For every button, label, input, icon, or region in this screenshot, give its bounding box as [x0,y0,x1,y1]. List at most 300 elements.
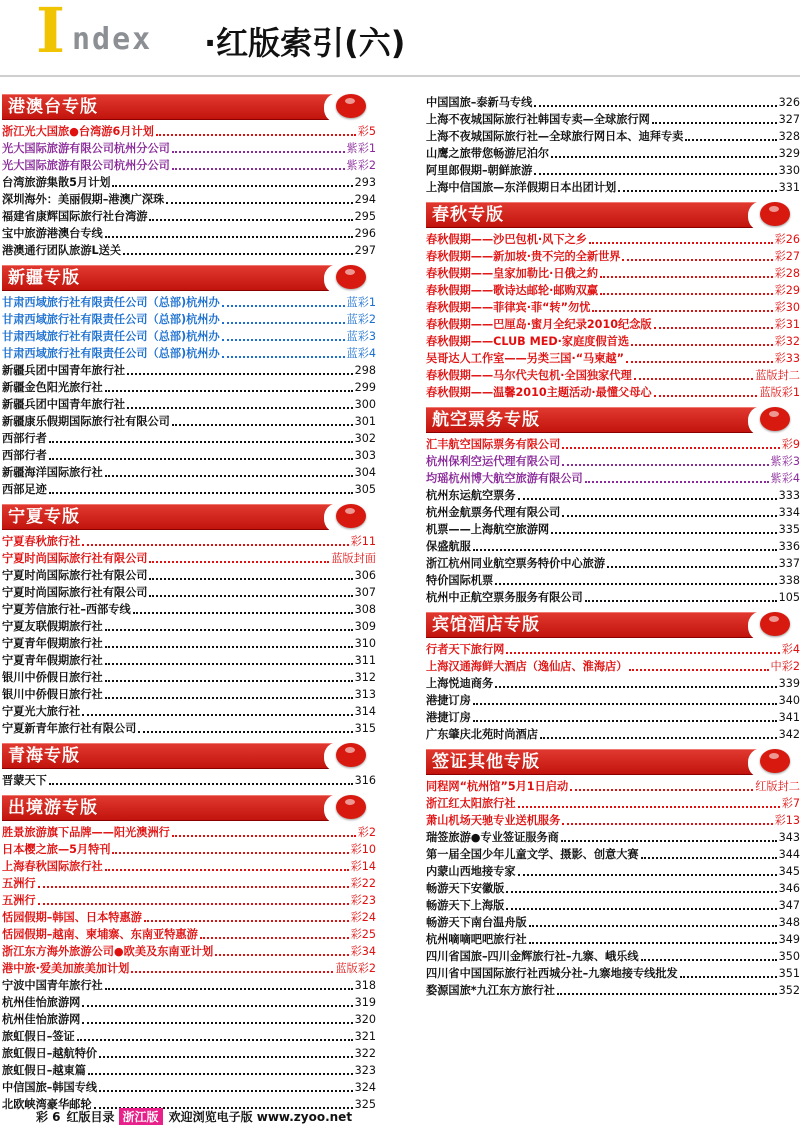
index-entry[interactable] [2,994,376,1011]
entry-title: 恬园假期–越南、柬埔寨、东南亚特惠游 [2,928,198,941]
entry-page: 彩22 [350,877,376,890]
section-tab [748,611,800,641]
index-entry[interactable] [426,538,800,555]
index-entry[interactable] [426,162,800,179]
index-entry[interactable] [426,248,800,265]
dot-leader [473,549,777,551]
index-entry[interactable] [2,481,376,498]
entry-title: 阿里郎假期–朝鲜旅游 [426,164,533,177]
index-entry[interactable] [426,504,800,521]
index-entry[interactable] [2,1062,376,1079]
index-entry[interactable] [426,282,800,299]
dot-leader [82,1005,352,1007]
entry-title: 宁夏青年假期旅行社 [2,637,103,650]
index-entry[interactable] [426,265,800,282]
index-entry[interactable] [426,726,800,743]
entry-page: 蓝版彩2 [335,962,376,975]
dot-leader [123,253,353,255]
index-entry[interactable] [426,846,800,863]
entry-page: 352 [778,984,800,997]
entry-page: 319 [354,996,376,1009]
index-entry[interactable] [426,948,800,965]
index-entry[interactable] [2,225,376,242]
index-entry[interactable] [2,123,376,140]
entry-title: 光大国际旅游有限公司杭州分公司 [2,142,170,155]
index-entry[interactable] [2,909,376,926]
index-entry[interactable] [426,709,800,726]
dot-leader [88,1073,353,1075]
entry-title: 甘肃西域旅行社有限责任公司（总部)杭州办 [2,313,220,326]
index-entry[interactable] [426,333,800,350]
entry-page: 342 [778,728,800,741]
index-entry[interactable] [426,299,800,316]
index-entry[interactable] [2,960,376,977]
entry-title: 杭州嘀嘀吧吧旅行社 [426,933,527,946]
section-header [2,795,376,821]
index-entry[interactable] [2,362,376,379]
dot-leader [631,344,773,346]
section-title: 航空票务专版 [432,410,540,430]
entry-page: 彩33 [774,352,800,365]
entry-page: 344 [778,848,800,861]
entry-title: 新疆兵团中国青年旅行社 [2,364,126,377]
dot-leader [105,236,353,238]
entry-title: 上海汉通海鲜大酒店（逸仙店、淮海店） [426,660,628,673]
dot-leader [138,731,352,733]
dot-leader [105,390,353,392]
entry-page: 313 [354,688,376,701]
right-column [426,94,800,1005]
index-entry[interactable] [426,880,800,897]
dot-leader [600,276,772,278]
dot-leader [156,134,356,136]
entry-page: 295 [354,210,376,223]
entry-title: 甘肃西域旅行社有限责任公司（总部)杭州办 [2,296,220,309]
dot-leader [127,407,353,409]
dot-leader [49,458,353,460]
index-entry[interactable] [2,345,376,362]
entry-page: 蓝版封面 [331,552,376,565]
index-section [2,94,376,259]
entry-title: 机票——上海航空旅游网 [426,523,550,536]
section-tab [748,201,800,231]
index-entry[interactable] [426,812,800,829]
section-title: 宁夏专版 [8,507,80,527]
entry-page: 316 [354,774,376,787]
index-entry[interactable] [2,174,376,191]
entry-title: 吴哥达人工作室——另类三国·“马柬越” [426,352,624,365]
index-entry[interactable] [2,584,376,601]
index-entry[interactable] [2,875,376,892]
entry-title: 内蒙山西地接专家 [426,865,516,878]
index-entry[interactable] [2,669,376,686]
index-entry[interactable] [426,641,800,658]
red-dot-icon [336,504,366,528]
entry-title: 旅虹假日–越航特价 [2,1047,98,1060]
dot-leader [99,1056,353,1058]
index-entry[interactable] [426,982,800,999]
dot-leader [112,185,352,187]
index-entry[interactable] [426,931,800,948]
dot-leader [38,886,349,888]
dot-leader [506,652,779,654]
index-entry[interactable] [426,589,800,606]
entry-title: 春秋假期——温馨2010主题活动·最懂父母心 [426,386,652,399]
index-entry[interactable] [2,686,376,703]
entry-title: 中国国旅–泰新马专线 [426,96,533,109]
entry-title: 杭州保利空运代理有限公司 [426,455,561,468]
index-entry[interactable] [426,521,800,538]
dot-leader [529,942,777,944]
index-entry[interactable] [426,111,800,128]
dot-leader [495,686,777,688]
entry-title: 西部行者 [2,432,47,445]
entry-page: 中彩2 [770,660,800,673]
dot-leader [654,327,773,329]
section-header [2,265,376,291]
index-entry[interactable] [426,128,800,145]
entry-title: 春秋假期——巴厘岛·蜜月全纪录2010纪念版 [426,318,652,331]
section-header [426,749,800,775]
section-tab [324,794,376,824]
index-entry[interactable] [2,1079,376,1096]
entry-page: 337 [778,557,800,570]
dot-leader [562,515,776,517]
entry-page: 彩10 [350,843,376,856]
dot-leader [654,395,758,397]
index-entry[interactable] [426,572,800,589]
dot-leader [105,697,353,699]
index-entry[interactable] [2,379,376,396]
dot-leader [105,663,353,665]
dot-leader [600,293,772,295]
entry-title: 同程网“杭州馆”5月1日启动 [426,780,569,793]
red-dot-icon [760,612,790,636]
index-entry[interactable] [426,914,800,931]
entry-page: 彩31 [774,318,800,331]
red-dot-icon [760,749,790,773]
entry-page: 蓝彩4 [346,347,376,360]
entry-page: 彩14 [350,860,376,873]
dot-leader [215,954,348,956]
entry-page: 紫彩2 [346,159,376,172]
index-entry[interactable] [2,858,376,875]
index-entry[interactable] [426,555,800,572]
page-header [0,0,800,72]
entry-title: 胜景旅游旗下品牌——阳光澳洲行 [2,826,170,839]
index-entry[interactable] [2,977,376,994]
index-entry[interactable] [2,242,376,259]
dot-leader [592,310,772,312]
entry-page: 341 [778,711,800,724]
entry-page: 彩7 [781,797,800,810]
entry-page: 329 [778,147,800,160]
red-dot-icon [336,743,366,767]
index-entry[interactable] [2,720,376,737]
index-word: ndex [72,22,153,57]
entry-page: 351 [778,967,800,980]
entry-title: 西部足迹 [2,483,47,496]
entry-title: 第一届全国少年儿童文学、摄影、创意大赛 [426,848,639,861]
dot-leader [641,857,777,859]
red-dot-icon [336,265,366,289]
index-entry[interactable] [426,897,800,914]
entry-page: 296 [354,227,376,240]
dot-leader [518,874,777,876]
index-entry[interactable] [2,140,376,157]
entry-page: 298 [354,364,376,377]
section-header [426,407,800,433]
entry-title: 畅游天下安徽版 [426,882,505,895]
entry-title: 上海春秋国际旅行社 [2,860,103,873]
section-title: 签证其他专版 [432,752,540,772]
dot-leader [99,1090,353,1092]
index-entry[interactable] [2,311,376,328]
entry-title: 新疆康乐假期国际旅行社有限公司 [2,415,170,428]
index-entry[interactable] [426,231,800,248]
entry-title: 上海不夜城国际旅行社—全球旅行网日本、迪拜专卖 [426,130,684,143]
dot-leader [618,190,776,192]
index-entry[interactable] [426,470,800,487]
index-entry[interactable] [426,179,800,196]
index-entry[interactable] [2,635,376,652]
outbound-continued-list [426,94,800,196]
entry-title: 春秋假期——马尔代夫包机·全国独家代理 [426,369,632,382]
index-entry[interactable] [2,430,376,447]
entry-page: 303 [354,449,376,462]
entry-title: 新疆海洋国际旅行社 [2,466,103,479]
section-header [426,202,800,228]
index-entry[interactable] [2,618,376,635]
index-entry[interactable] [426,658,800,675]
index-section [426,612,800,743]
entry-title: 港澳通行团队旅游L送关 [2,244,122,257]
dot-leader [495,583,777,585]
footer-brand-badge: 浙江版 [119,1108,163,1125]
dot-leader [144,920,349,922]
dot-leader [222,322,345,324]
entry-page: 310 [354,637,376,650]
index-entry[interactable] [2,772,376,789]
entry-title: 五洲行 [2,894,36,907]
dot-leader [473,703,777,705]
dot-leader [166,202,352,204]
entry-title: 特价国际机票 [426,574,494,587]
entry-title: 春秋假期——皇家加勒比·日俄之約 [426,267,599,280]
entry-title: 浙江光大国旅●台湾游6月计划 [2,125,154,138]
index-entry[interactable] [2,943,376,960]
index-section [426,202,800,401]
dot-leader [38,903,349,905]
index-entry[interactable] [426,795,800,812]
dot-leader [49,492,353,494]
index-entry[interactable] [2,567,376,584]
entry-page: 350 [778,950,800,963]
entry-page: 314 [354,705,376,718]
dot-leader [133,612,353,614]
index-entry[interactable] [2,926,376,943]
entry-title: 婺源国旅*九江东方旅行社 [426,984,555,997]
dot-leader [172,151,345,153]
entry-page: 334 [778,506,800,519]
index-entry[interactable] [2,601,376,618]
entry-page: 彩24 [350,911,376,924]
index-entry[interactable] [426,384,800,401]
index-entry[interactable] [426,453,800,470]
index-entry[interactable] [426,863,800,880]
index-entry[interactable] [2,533,376,550]
entry-page: 105 [778,591,800,604]
index-entry[interactable] [2,413,376,430]
index-entry[interactable] [426,675,800,692]
red-dot-icon [760,407,790,431]
entry-page: 324 [354,1081,376,1094]
index-entry[interactable] [426,94,800,111]
entry-title: 宁夏时尚国际旅行社有限公司 [2,569,148,582]
dot-leader [149,219,352,221]
index-entry[interactable] [2,550,376,567]
dot-leader [685,139,776,141]
index-entry[interactable] [426,692,800,709]
entry-page: 彩2 [357,826,376,839]
header-divider [0,75,800,77]
dot-leader [200,937,349,939]
index-entry[interactable] [426,778,800,795]
entry-page: 彩30 [774,301,800,314]
section-tab [748,406,800,436]
entry-title: 杭州中正航空票务服务有限公司 [426,591,583,604]
index-entry[interactable] [2,1045,376,1062]
index-entry[interactable] [426,487,800,504]
index-entry[interactable] [2,464,376,481]
dot-leader [551,532,777,534]
index-entry[interactable] [2,447,376,464]
entry-page: 紫彩1 [346,142,376,155]
dot-leader [534,105,776,107]
index-entry[interactable] [426,367,800,384]
entry-page: 308 [354,603,376,616]
index-entry[interactable] [426,436,800,453]
entry-page: 304 [354,466,376,479]
dot-leader [518,806,780,808]
index-entry[interactable] [2,294,376,311]
index-entry[interactable] [2,191,376,208]
index-entry[interactable] [2,1028,376,1045]
entry-title: 甘肃西域旅行社有限责任公司（总部)杭州办 [2,347,220,360]
dot-leader [570,789,753,791]
entry-title: 宁夏时尚国际旅行社有限公司 [2,586,148,599]
entry-title: 均瑶杭州博大航空旅游有限公司 [426,472,583,485]
entry-page: 蓝彩1 [346,296,376,309]
index-entry[interactable] [426,350,800,367]
index-entry[interactable] [2,396,376,413]
index-entry[interactable] [2,652,376,669]
entry-title: 银川中侨假日旅行社 [2,688,103,701]
dot-leader [149,578,352,580]
entry-page: 彩32 [774,335,800,348]
entry-title: 春秋假期——CLUB MED·家庭度假首选 [426,335,630,348]
index-entry[interactable] [2,824,376,841]
dot-leader [105,869,349,871]
index-entry[interactable] [2,208,376,225]
entry-page: 彩4 [781,643,800,656]
entry-page: 320 [354,1013,376,1026]
index-entry[interactable] [2,703,376,720]
entry-page: 331 [778,181,800,194]
entry-title: 宁夏青年假期旅行社 [2,654,103,667]
entry-page: 蓝彩2 [346,313,376,326]
entry-title: 春秋假期——歌诗达邮轮·邮购双赢 [426,284,599,297]
entry-page: 蓝版彩1 [759,386,800,399]
dot-leader [172,424,353,426]
red-dot-icon [336,795,366,819]
entry-title: 深圳海外：美丽假期–港澳广深珠 [2,193,165,206]
section-header [2,94,376,120]
index-entry[interactable] [2,841,376,858]
dot-leader [105,475,353,477]
index-entry[interactable] [426,829,800,846]
entry-page: 蓝彩3 [346,330,376,343]
index-entry[interactable] [426,316,800,333]
dot-leader [626,361,773,363]
entry-page: 347 [778,899,800,912]
dot-leader [172,835,356,837]
section-header [426,612,800,638]
page-title: ·红版索引(六) [204,24,406,62]
index-entry[interactable] [2,328,376,345]
entry-title: 杭州金航票务代理有限公司 [426,506,561,519]
entry-title: 恬园假期–韩国、日本特惠游 [2,911,142,924]
entry-title: 新疆金色阳光旅行社 [2,381,103,394]
index-entry[interactable] [2,1011,376,1028]
entry-page: 彩5 [357,125,376,138]
entry-title: 宁夏新青年旅行社有限公司 [2,722,137,735]
entry-page: 323 [354,1064,376,1077]
entry-page: 309 [354,620,376,633]
index-entry[interactable] [2,157,376,174]
entry-page: 彩26 [774,233,800,246]
footer-page-number: 彩 6 [36,1109,61,1124]
dot-leader [127,373,353,375]
entry-title: 五洲行 [2,877,36,890]
entry-title: 甘肃西域旅行社有限责任公司（总部)杭州办 [2,330,220,343]
dot-leader [77,1039,353,1041]
entry-page: 305 [354,483,376,496]
index-entry[interactable] [426,965,800,982]
index-entry[interactable] [426,145,800,162]
index-section [2,504,376,737]
index-entry[interactable] [2,892,376,909]
dot-leader [607,566,777,568]
entry-title: 萧山机场天驰专业送机服务 [426,814,561,827]
dot-leader [149,561,329,563]
entry-title: 台湾旅游集散5月计划 [2,176,111,189]
entry-page: 315 [354,722,376,735]
entry-title: 港中旅·爱美加旅美加计划 [2,962,130,975]
dot-leader [82,544,348,546]
entry-title: 港捷订房 [426,711,471,724]
entry-page: 333 [778,489,800,502]
entry-title: 光大国际旅游有限公司杭州分公司 [2,159,170,172]
dot-leader [222,339,345,341]
entry-page: 彩34 [350,945,376,958]
dot-leader [641,959,777,961]
entry-title: 浙江杭州同业航空票务特价中心旅游 [426,557,606,570]
entry-title: 浙江东方海外旅游公司●欧美及东南亚计划 [2,945,214,958]
entry-page: 彩13 [774,814,800,827]
entry-title: 旅虹假日–签证 [2,1030,75,1043]
section-header [2,504,376,530]
